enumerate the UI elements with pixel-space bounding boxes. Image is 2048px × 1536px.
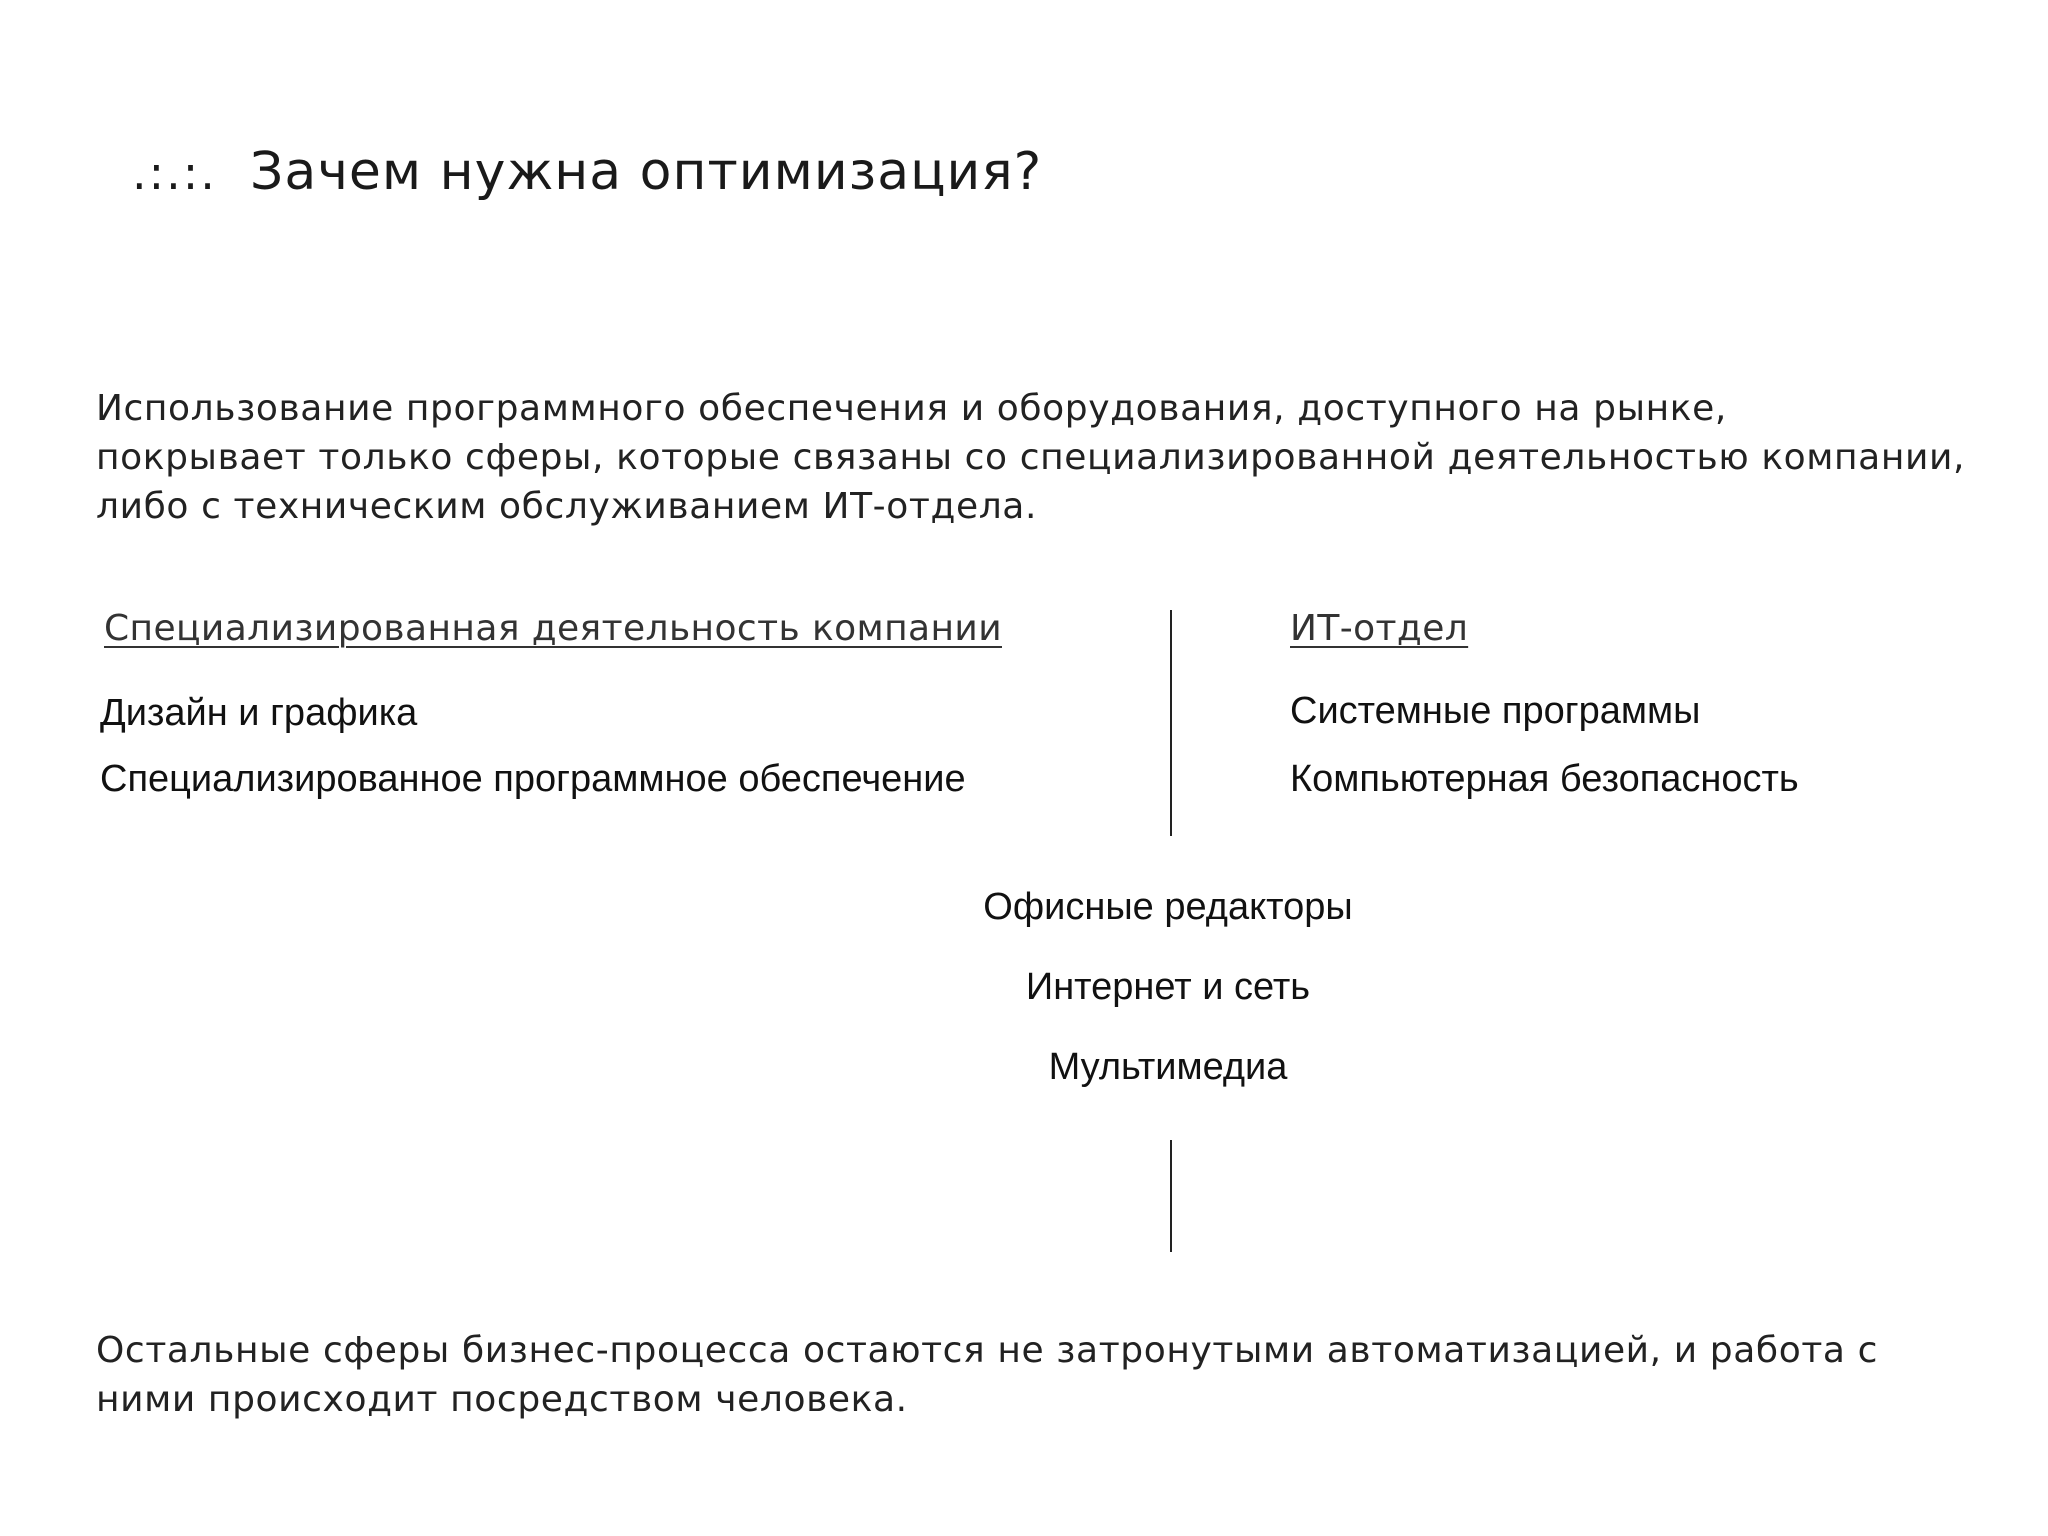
outro-line: Остальные сферы бизнес-процесса остаются не затронутыми автоматизацией, и работа с bbox=[96, 1330, 1879, 1371]
outro-line: ними происходит посредством человека. bbox=[96, 1379, 908, 1420]
left-column-heading: Специализированная деятельность компании bbox=[104, 608, 1002, 649]
shared-item-office: Офисные редакторы bbox=[983, 886, 1353, 928]
intro-paragraph bbox=[96, 384, 2046, 531]
shared-item-multimedia: Мультимедиа bbox=[1048, 1046, 1288, 1088]
intro-line: покрывает только сферы, которые связаны со специализированной деятельностью компании, bbox=[96, 437, 1966, 478]
intro-line: Использование программного обеспечения и оборудования, доступного на рынке, bbox=[96, 388, 1727, 429]
right-item-security: Компьютерная безопасность bbox=[1290, 758, 1799, 800]
right-item-system-programs: Системные программы bbox=[1290, 690, 1701, 732]
bottom-divider bbox=[1170, 1140, 1172, 1252]
title-bullet-mark: .:.:. bbox=[132, 146, 217, 200]
slide-title bbox=[132, 142, 1042, 202]
left-item-special-software: Специализированное программное обеспечение bbox=[100, 758, 966, 800]
title-text: Зачем нужна оптимизация? bbox=[250, 142, 1043, 202]
shared-item-internet: Интернет и сеть bbox=[1025, 966, 1311, 1008]
intro-line: либо с техническим обслуживанием ИТ-отдела. bbox=[96, 486, 1038, 527]
outro-paragraph bbox=[96, 1326, 2036, 1424]
right-column-heading: ИТ-отдел bbox=[1290, 608, 1469, 649]
column-divider bbox=[1170, 610, 1172, 836]
left-item-design: Дизайн и графика bbox=[100, 692, 418, 734]
